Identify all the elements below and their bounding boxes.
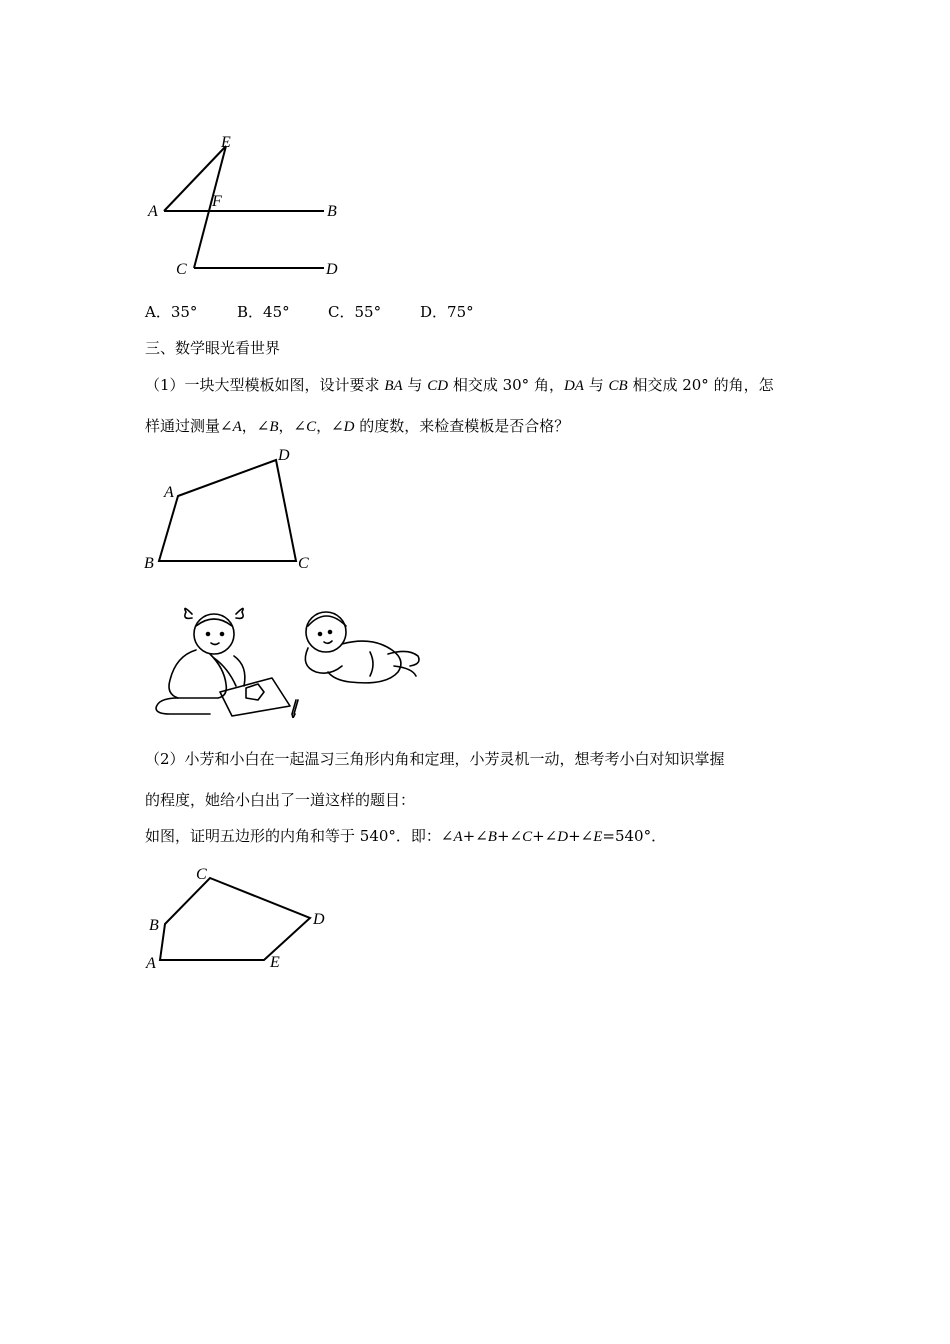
section-heading: 三、数学眼光看世界: [145, 339, 281, 357]
var-b: B: [487, 829, 497, 845]
var-da: DA: [563, 378, 584, 394]
label-d: D: [278, 447, 290, 464]
pigtail-left-icon: [185, 608, 192, 618]
var-c: C: [306, 419, 317, 435]
label-c: C: [176, 261, 187, 278]
q2-text: +∠: [532, 827, 558, 845]
q2-line1: （2）小芳和小白在一起温习三角形内角和定理，小芳灵机一动，想考考小白对知识掌握: [145, 750, 725, 768]
label-e: E: [221, 134, 231, 151]
label-b: B: [144, 555, 154, 572]
boy-head-icon: [306, 612, 346, 652]
label-f: F: [212, 193, 222, 210]
label-c: C: [298, 555, 309, 572]
option-a: A．35°: [145, 303, 198, 321]
figure-parallel-lines: [140, 128, 360, 288]
var-a: A: [453, 829, 463, 845]
paper-icon: [220, 678, 290, 716]
q1-text: ，∠: [278, 417, 307, 435]
option-b: B．45°: [237, 303, 290, 321]
label-e: E: [270, 954, 280, 971]
q1-text: （1）一块大型模板如图，设计要求: [145, 376, 385, 394]
label-d: D: [326, 261, 338, 278]
label-b: B: [149, 917, 159, 934]
label-c: C: [196, 866, 207, 883]
q1-text: 的度数，来检查模板是否合格？: [354, 417, 570, 435]
illustration-children: [150, 600, 425, 718]
figure-pentagon: [140, 860, 340, 975]
var-c: C: [522, 829, 533, 845]
pentagon-drawing-icon: [246, 684, 264, 700]
q1-line1: [145, 375, 774, 396]
q2-text: +∠: [496, 827, 523, 845]
q2-line2: 的程度，她给小白出了一道这样的题目：: [145, 791, 416, 809]
q1-text: 相交成 30° 角，: [448, 376, 564, 394]
var-ba: BA: [384, 378, 403, 394]
pigtail-right-icon: [236, 608, 243, 618]
q1-text: 相交成 20° 的角，怎: [627, 376, 774, 394]
label-a: A: [164, 484, 174, 501]
pentagon-abcde: [160, 878, 310, 960]
q2-text: =540°．: [602, 827, 667, 845]
q2-text: +∠: [568, 827, 594, 845]
var-a: A: [232, 419, 242, 435]
q2-text: 如图，证明五边形的内角和等于 540°．即：∠: [145, 827, 454, 845]
var-d: D: [343, 419, 355, 435]
q2-line3: [145, 826, 666, 847]
option-c: C．55°: [328, 303, 382, 321]
q1-text: 与: [402, 376, 428, 394]
q2-text: +∠: [462, 827, 488, 845]
var-cb: CB: [608, 378, 628, 394]
var-d: D: [557, 829, 569, 845]
q1-text: ，∠: [241, 417, 270, 435]
label-b: B: [327, 203, 337, 220]
label-a: A: [146, 955, 156, 972]
label-a: A: [148, 203, 158, 220]
q1-text: ，∠: [316, 417, 344, 435]
option-d: D．75°: [420, 303, 474, 321]
girl-body-icon: [169, 650, 226, 698]
answer-options: [145, 302, 545, 322]
girl-head-icon: [194, 614, 234, 654]
figure-quadrilateral: [140, 442, 340, 577]
var-e: E: [593, 829, 603, 845]
q1-text: 与: [583, 376, 609, 394]
var-cd: CD: [427, 378, 449, 394]
q1-line2: [145, 416, 569, 437]
pencil-icon: [292, 700, 298, 718]
label-d: D: [313, 911, 325, 928]
quadrilateral-abcd: [159, 460, 296, 561]
var-b: B: [269, 419, 279, 435]
q1-text: 样通过测量∠: [145, 417, 233, 435]
